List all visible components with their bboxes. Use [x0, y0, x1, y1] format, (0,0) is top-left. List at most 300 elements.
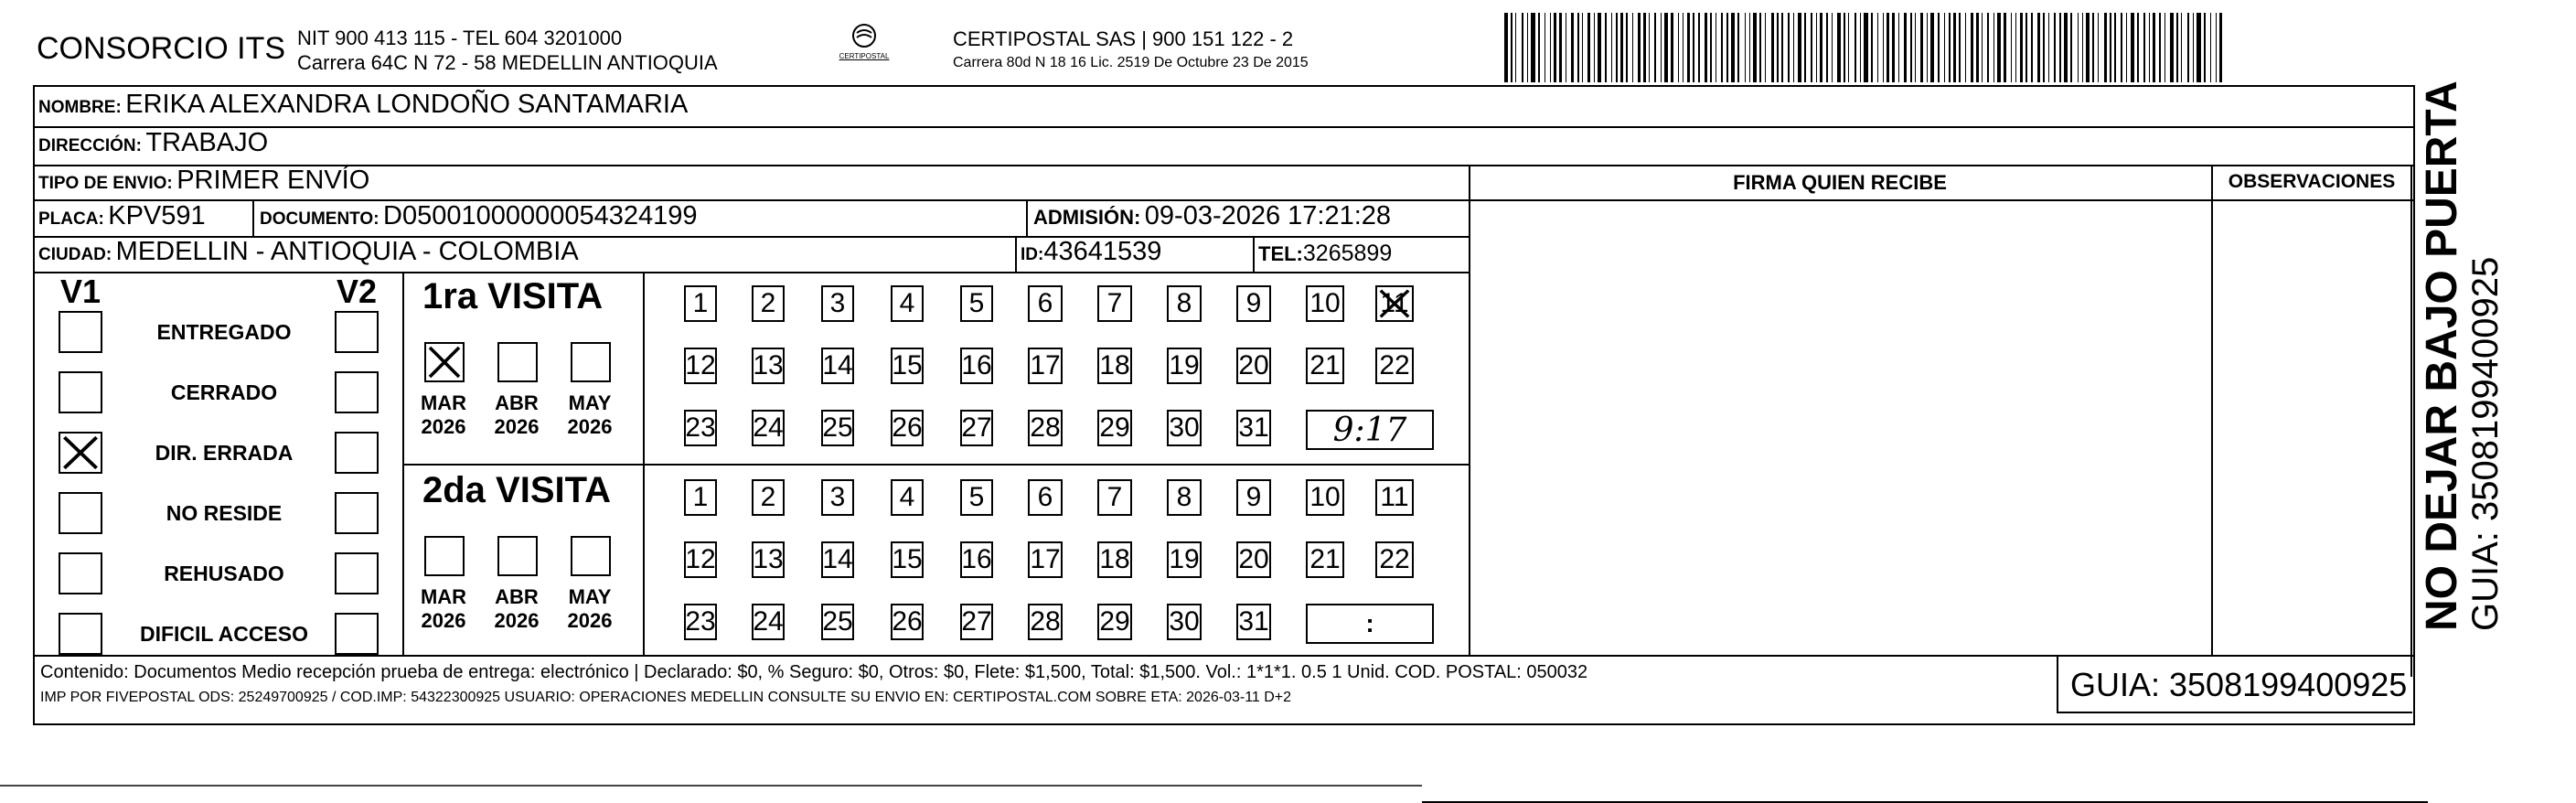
day-number: 24: [753, 606, 784, 637]
barcode-bar: [1538, 13, 1540, 82]
day-box[interactable]: [1097, 285, 1132, 322]
day-box[interactable]: [1167, 348, 1202, 384]
barcode-bar: [1504, 13, 1508, 82]
barcode-bar: [2092, 13, 2094, 82]
divider: [2410, 165, 2412, 677]
day-box[interactable]: [1375, 285, 1414, 322]
day-box[interactable]: [684, 410, 717, 446]
x-mark-icon: [60, 434, 101, 472]
barcode-bar: [1638, 13, 1641, 82]
company-name: CONSORCIO ITS: [37, 31, 286, 66]
day-number: 27: [961, 412, 992, 443]
v1-checkbox[interactable]: [59, 492, 102, 534]
day-number: 31: [1238, 606, 1269, 637]
month-checkbox[interactable]: [571, 342, 611, 382]
certipostal-logo: [828, 22, 901, 60]
day-box[interactable]: [821, 285, 854, 322]
month-checkbox[interactable]: [424, 536, 465, 576]
divider: [2211, 165, 2213, 655]
day-box[interactable]: [684, 604, 717, 640]
v2-checkbox[interactable]: [335, 552, 379, 594]
v1-checkbox[interactable]: [59, 311, 102, 353]
tipo-row: [38, 166, 369, 196]
ciudad-label: CIUDAD:: [38, 245, 112, 264]
barcode-bar: [2170, 13, 2174, 82]
day-box[interactable]: [684, 348, 717, 384]
day-box[interactable]: [1236, 541, 1271, 578]
tipo-label: TIPO DE ENVIO:: [38, 174, 173, 193]
day-number: 8: [1176, 482, 1192, 512]
day-box[interactable]: [1306, 348, 1344, 384]
day-box[interactable]: [1236, 410, 1271, 446]
month-year: 2026: [421, 609, 466, 632]
barcode-bar: [1687, 13, 1690, 82]
day-number: 21: [1309, 350, 1341, 380]
nombre-row: [38, 90, 688, 120]
barcode-bar: [1765, 13, 1766, 82]
day-number: 18: [1099, 350, 1130, 380]
day-box[interactable]: [752, 479, 785, 516]
barcode-bar: [1910, 13, 1912, 82]
barcode-bar: [1832, 13, 1833, 82]
month-year: 2026: [494, 609, 540, 632]
barcode-bar: [1871, 13, 1873, 82]
day-box[interactable]: [1167, 285, 1202, 322]
day-box[interactable]: [891, 410, 924, 446]
tel-label: TEL:: [1258, 242, 1303, 265]
month-name: MAY: [568, 391, 612, 414]
day-box[interactable]: [1236, 604, 1271, 640]
day-number: 16: [961, 544, 992, 574]
barcode-bar: [1664, 13, 1668, 82]
day-box[interactable]: [821, 479, 854, 516]
month-label: [412, 391, 476, 439]
divider: [1469, 165, 1470, 655]
day-number: 3: [829, 482, 846, 512]
barcode-bar: [1993, 13, 1994, 82]
month-label: [558, 585, 622, 633]
day-number: 5: [968, 482, 985, 512]
barcode-bar: [1844, 13, 1845, 82]
barcode-bar: [2197, 13, 2201, 82]
barcode-bar: [1788, 13, 1790, 82]
day-box[interactable]: [1167, 479, 1202, 516]
footer-contents: Contenido: Documentos Medio recepción prueba de entrega: electrónico | Declarado: $0, % Seguro: $0, Otros: $0, Flete: $1,500, Total: $1,500. Vol.: 1*1*1. 0.5 1 Unid. COD. POSTAL: 050032: [40, 662, 1588, 682]
day-box[interactable]: [1236, 479, 1271, 516]
barcode-bar: [1976, 13, 1979, 82]
barcode-bar: [1793, 13, 1794, 82]
divider: [252, 199, 254, 236]
day-number: 29: [1099, 412, 1130, 443]
firma-header: FIRMA QUIEN RECIBE: [1733, 171, 1947, 194]
barcode-bar: [2143, 13, 2145, 82]
ciudad-cell: [38, 237, 579, 267]
company-address-line: Carrera 64C N 72 - 58 MEDELLIN ANTIOQUIA: [297, 51, 718, 74]
documento-label: DOCUMENTO:: [260, 209, 379, 229]
day-number: 17: [1030, 544, 1061, 574]
observations-area[interactable]: [2215, 201, 2409, 653]
ciudad-value: MEDELLIN - ANTIOQUIA - COLOMBIA: [115, 237, 579, 266]
barcode-bar: [1620, 13, 1623, 82]
day-number: 9: [1245, 288, 1262, 318]
day-box[interactable]: [684, 285, 717, 322]
barcode-bar: [2082, 13, 2083, 82]
barcode-bar: [1616, 13, 1618, 82]
barcode-bar: [1811, 13, 1812, 82]
barcode-bar: [1771, 13, 1774, 82]
day-box[interactable]: [960, 604, 993, 640]
barcode: [1504, 13, 2227, 82]
carrier-name-line: CERTIPOSTAL SAS | 900 151 122 - 2: [953, 27, 1294, 50]
barcode-bar: [1571, 13, 1574, 82]
company-info: [297, 26, 718, 75]
barcode-bar: [2126, 13, 2127, 82]
barcode-bar: [2070, 13, 2072, 82]
barcode-bar: [1598, 13, 1601, 82]
day-number: 13: [753, 350, 784, 380]
day-number: 24: [753, 412, 784, 443]
barcode-bar: [1654, 13, 1656, 82]
barcode-bar: [1877, 13, 1878, 82]
barcode-bar: [2219, 13, 2222, 82]
day-number: 9: [1245, 482, 1262, 512]
admision-cell: [1033, 201, 1391, 231]
barcode-bar: [2086, 13, 2090, 82]
barcode-bar: [2164, 13, 2165, 82]
nombre-value: ERIKA ALEXANDRA LONDOÑO SANTAMARIA: [125, 90, 689, 119]
day-number: 8: [1176, 288, 1192, 318]
day-number: 21: [1309, 544, 1341, 574]
day-number: 12: [685, 350, 716, 380]
month-name: MAR: [420, 585, 467, 608]
barcode-bar: [1804, 13, 1806, 82]
barcode-bar: [1678, 13, 1679, 82]
day-box[interactable]: [752, 410, 785, 446]
tel-cell: [1258, 241, 1392, 267]
barcode-bar: [1927, 13, 1928, 82]
visit-title: 2da VISITA: [422, 470, 611, 510]
day-box[interactable]: [752, 541, 785, 578]
documento-value: D050010000000543241​99: [383, 201, 698, 230]
barcode-bar: [1693, 13, 1694, 82]
day-box[interactable]: [1375, 541, 1414, 578]
barcode-bar: [1887, 13, 1889, 82]
day-number: 5: [968, 288, 985, 318]
day-number: 14: [822, 544, 853, 574]
barcode-bar: [1649, 13, 1650, 82]
id-cell: [1021, 237, 1161, 267]
v2-checkbox[interactable]: [335, 492, 379, 534]
barcode-bar: [1749, 13, 1750, 82]
barcode-bar: [2048, 13, 2049, 82]
barcode-bar: [1587, 13, 1590, 82]
day-box[interactable]: [1236, 348, 1271, 384]
v1-checkbox[interactable]: [59, 552, 102, 594]
barcode-bar: [1611, 13, 1612, 82]
barcode-bar: [2149, 13, 2150, 82]
v2-checkbox[interactable]: [335, 432, 379, 474]
barcode-bar: [1848, 13, 1849, 82]
day-number: 2: [760, 288, 776, 318]
day-box[interactable]: [752, 285, 785, 322]
day-number: 13: [753, 544, 784, 574]
divider: [2057, 712, 2412, 713]
day-number: 4: [899, 482, 915, 512]
direccion-row: [38, 128, 268, 158]
status-label: ENTREGADO: [156, 320, 292, 344]
day-box[interactable]: [1097, 410, 1132, 446]
barcode-bar: [1987, 13, 1989, 82]
time-box[interactable]: 9:17: [1306, 410, 1434, 450]
barcode-bar: [2131, 13, 2134, 82]
barcode-bar: [1860, 13, 1861, 82]
nombre-label: NOMBRE:: [38, 98, 122, 117]
day-box[interactable]: [1097, 479, 1132, 516]
barcode-bar: [1959, 13, 1961, 82]
barcode-bar: [1781, 13, 1783, 82]
carrier-info: [953, 27, 1309, 71]
day-box[interactable]: [1028, 604, 1063, 640]
barcode-bar: [2011, 13, 2012, 82]
barcode-bar: [1643, 13, 1646, 82]
barcode-bar: [1759, 13, 1761, 82]
barcode-bar: [2216, 13, 2217, 82]
day-number: 2: [760, 482, 776, 512]
day-box[interactable]: [1028, 541, 1063, 578]
day-box[interactable]: [1375, 479, 1414, 516]
barcode-bar: [2110, 13, 2111, 82]
day-number: 10: [1309, 482, 1341, 512]
month-year: 2026: [567, 415, 613, 438]
barcode-bar: [1798, 13, 1801, 82]
v1-header: V1: [60, 273, 102, 310]
month-name: MAR: [420, 391, 467, 414]
barcode-bar: [1737, 13, 1739, 82]
day-box[interactable]: [752, 348, 785, 384]
month-label: [485, 585, 549, 633]
divider: [33, 126, 2415, 128]
day-box[interactable]: [684, 479, 717, 516]
barcode-bar: [1938, 13, 1940, 82]
day-box[interactable]: [960, 479, 993, 516]
barcode-bar: [1904, 13, 1907, 82]
status-label: DIFICIL ACCESO: [139, 622, 308, 646]
barcode-bar: [1965, 13, 1966, 82]
day-box[interactable]: [1028, 479, 1063, 516]
barcode-bar: [2004, 13, 2006, 82]
direccion-value: TRABAJO: [145, 128, 269, 157]
x-mark-icon: [1377, 287, 1412, 320]
day-box[interactable]: [821, 348, 854, 384]
placa-value: KPV591: [108, 201, 206, 230]
admision-value: 09-03-2026 17:21:28: [1144, 201, 1392, 230]
day-box[interactable]: [1167, 541, 1202, 578]
barcode-bar: [1953, 13, 1956, 82]
day-box[interactable]: [891, 348, 924, 384]
divider: [33, 165, 2415, 166]
day-box[interactable]: [1028, 348, 1063, 384]
placa-label: PLACA:: [38, 209, 104, 229]
v1-checkbox[interactable]: [59, 371, 102, 413]
v2-checkbox[interactable]: [335, 613, 379, 655]
logo-emblem-icon: [846, 22, 882, 49]
divider: [2057, 655, 2058, 712]
barcode-bar: [1582, 13, 1583, 82]
barcode-bar: [1721, 13, 1723, 82]
day-number: 22: [1379, 350, 1410, 380]
no-dejar-bajo-puerta: NO DEJAR BAJO PUERTA: [2418, 80, 2466, 631]
barcode-bar: [1855, 13, 1856, 82]
observaciones-header: OBSERVACIONES: [2228, 171, 2396, 192]
v1-checkbox[interactable]: [59, 432, 102, 474]
barcode-bar: [1632, 13, 1633, 82]
barcode-bar: [1515, 13, 1516, 82]
day-number: 7: [1106, 288, 1123, 318]
day-box[interactable]: [891, 285, 924, 322]
admision-label: ADMISIÓN:: [1033, 206, 1141, 229]
x-mark-icon: [426, 344, 463, 380]
day-box[interactable]: [821, 604, 854, 640]
v2-checkbox[interactable]: [335, 371, 379, 413]
day-box[interactable]: [1306, 479, 1344, 516]
barcode-bar: [1745, 13, 1746, 82]
barcode-bar: [2153, 13, 2155, 82]
barcode-bar: [1971, 13, 1973, 82]
logo-text: CERTIPOSTAL: [839, 52, 890, 60]
carrier-license-line: Carrera 80d N 18 16 Lic. 2519 De Octubre 23 De 2015: [953, 55, 1309, 70]
month-checkbox[interactable]: [497, 536, 538, 576]
day-box[interactable]: [960, 285, 993, 322]
day-number: 19: [1169, 350, 1200, 380]
day-number: 6: [1037, 482, 1053, 512]
divider: [1026, 199, 1028, 236]
barcode-bar: [2193, 13, 2194, 82]
day-box[interactable]: [1306, 285, 1344, 322]
signature-area[interactable]: [1472, 201, 2209, 653]
barcode-bar: [2026, 13, 2027, 82]
month-checkbox[interactable]: [571, 536, 611, 576]
day-number: 19: [1169, 544, 1200, 574]
day-number: 31: [1238, 412, 1269, 443]
v2-header: V2: [337, 273, 378, 310]
month-label: [485, 391, 549, 439]
day-box[interactable]: [1167, 410, 1202, 446]
barcode-bar: [1605, 13, 1607, 82]
day-box[interactable]: [960, 410, 993, 446]
day-box[interactable]: [891, 479, 924, 516]
v1-checkbox[interactable]: [59, 613, 102, 655]
day-number: 1: [692, 288, 709, 318]
barcode-bar: [1698, 13, 1700, 82]
day-number: 1: [692, 482, 709, 512]
barcode-bar: [1930, 13, 1934, 82]
tipo-value: PRIMER ENVÍO: [176, 166, 370, 195]
day-box[interactable]: [1375, 348, 1414, 384]
barcode-bar: [1753, 13, 1757, 82]
barcode-bar: [1883, 13, 1884, 82]
barcode-bar: [1626, 13, 1628, 82]
day-number: 11: [1380, 288, 1409, 318]
barcode-bar: [2043, 13, 2045, 82]
month-year: 2026: [567, 609, 613, 632]
barcode-bar: [1671, 13, 1673, 82]
day-box[interactable]: [1028, 410, 1063, 446]
day-number: 26: [892, 412, 923, 443]
day-number: 27: [961, 606, 992, 637]
day-box[interactable]: [1028, 285, 1063, 322]
day-box[interactable]: [752, 604, 785, 640]
month-checkbox[interactable]: [497, 342, 538, 382]
barcode-bar: [1915, 13, 1916, 82]
day-number: 22: [1379, 544, 1410, 574]
day-box[interactable]: [821, 541, 854, 578]
barcode-bar: [1527, 13, 1528, 82]
day-box[interactable]: [960, 541, 993, 578]
barcode-bar: [1892, 13, 1895, 82]
v2-checkbox[interactable]: [335, 311, 379, 353]
status-label: REHUSADO: [164, 562, 284, 585]
id-label: ID:: [1021, 245, 1044, 264]
barcode-bar: [1577, 13, 1579, 82]
day-box[interactable]: [821, 410, 854, 446]
day-number: 17: [1030, 350, 1061, 380]
barcode-bar: [1550, 13, 1551, 82]
day-box[interactable]: [891, 541, 924, 578]
day-box[interactable]: [1097, 541, 1132, 578]
day-number: 10: [1309, 288, 1341, 318]
day-number: 30: [1169, 606, 1200, 637]
divider: [402, 464, 1469, 466]
day-box[interactable]: [960, 348, 993, 384]
day-box[interactable]: [1306, 541, 1344, 578]
month-checkbox[interactable]: [424, 342, 465, 382]
day-box[interactable]: [891, 604, 924, 640]
barcode-bar: [2210, 13, 2211, 82]
day-box[interactable]: [1236, 285, 1271, 322]
day-number: 15: [892, 350, 923, 380]
day-number: 14: [822, 350, 853, 380]
barcode-bar: [1837, 13, 1841, 82]
barcode-bar: [2121, 13, 2122, 82]
day-number: 20: [1238, 350, 1269, 380]
barcode-bar: [2159, 13, 2161, 82]
day-box[interactable]: [1167, 604, 1202, 640]
barcode-bar: [2176, 13, 2178, 82]
divider: [33, 272, 1469, 273]
day-number: 23: [685, 606, 716, 637]
month-year: 2026: [421, 415, 466, 438]
day-box[interactable]: [1097, 604, 1132, 640]
tel-value: 3265899: [1302, 241, 1393, 266]
barcode-bar: [2031, 13, 2033, 82]
day-number: 16: [961, 350, 992, 380]
barcode-bar: [2020, 13, 2023, 82]
guia-number-box: GUIA: 3508199400925: [2070, 666, 2408, 703]
barcode-bar: [2064, 13, 2068, 82]
barcode-bar: [1531, 13, 1535, 82]
barcode-bar: [2104, 13, 2107, 82]
barcode-bar: [2204, 13, 2206, 82]
month-label: [558, 391, 622, 439]
day-box[interactable]: [1097, 348, 1132, 384]
barcode-bar: [2137, 13, 2139, 82]
barcode-bar: [1594, 13, 1595, 82]
id-value: 43641539: [1043, 237, 1162, 266]
day-number: 11: [1380, 482, 1409, 512]
time-box[interactable]: :: [1306, 604, 1434, 644]
barcode-bar: [1554, 13, 1556, 82]
day-box[interactable]: [684, 541, 717, 578]
